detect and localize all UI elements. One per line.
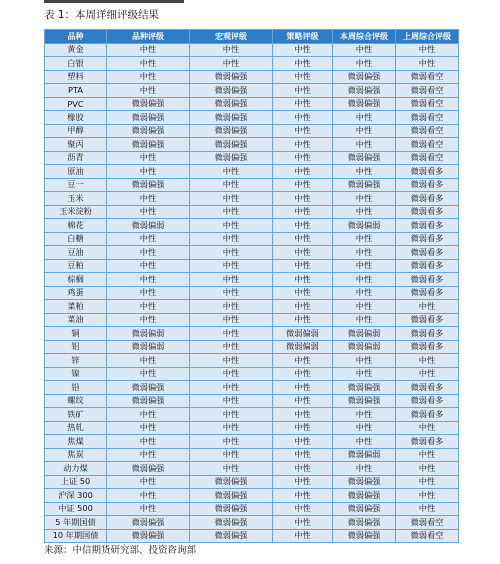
- cell-variety: 原油: [45, 165, 107, 179]
- cell-this-week-rating: 微弱偏强: [333, 475, 396, 489]
- cell-strategy-rating: 中性: [273, 259, 333, 273]
- cell-last-week-rating: 中性: [396, 489, 459, 503]
- cell-variety-rating: 中性: [107, 354, 190, 368]
- cell-variety-rating: 微弱偏强: [107, 462, 190, 476]
- cell-last-week-rating: 微弱看多: [396, 219, 459, 233]
- cell-macro-rating: 中性: [190, 192, 273, 206]
- cell-last-week-rating: 微弱看多: [396, 232, 459, 246]
- cell-variety-rating: 微弱偏弱: [107, 327, 190, 341]
- cell-last-week-rating: 中性: [396, 300, 459, 314]
- cell-variety: 动力煤: [45, 462, 107, 476]
- cell-macro-rating: 中性: [190, 448, 273, 462]
- cell-variety: 黄金: [45, 43, 107, 57]
- cell-last-week-rating: 中性: [396, 448, 459, 462]
- cell-variety: 玉米淀粉: [45, 205, 107, 219]
- cell-this-week-rating: 微弱偏强: [333, 84, 396, 98]
- cell-macro-rating: 中性: [190, 421, 273, 435]
- cell-variety-rating: 中性: [107, 84, 190, 98]
- cell-variety-rating: 中性: [107, 367, 190, 381]
- cell-macro-rating: 中性: [190, 367, 273, 381]
- cell-variety-rating: 中性: [107, 70, 190, 84]
- cell-this-week-rating: 中性: [333, 313, 396, 327]
- cell-variety-rating: 中性: [107, 246, 190, 260]
- table-row: [45, 516, 459, 530]
- table-row: [45, 246, 459, 260]
- header-last-week-rating: 上周综合评级: [396, 30, 459, 44]
- cell-variety: 铜: [45, 327, 107, 341]
- cell-variety: 塑料: [45, 70, 107, 84]
- cell-variety: 菜油: [45, 313, 107, 327]
- cell-last-week-rating: 中性: [396, 475, 459, 489]
- cell-variety-rating: 中性: [107, 421, 190, 435]
- cell-strategy-rating: 中性: [273, 367, 333, 381]
- cell-variety-rating: 微弱偏强: [107, 529, 190, 543]
- table-row: [45, 178, 459, 192]
- cell-variety-rating: 中性: [107, 205, 190, 219]
- table-row: [45, 138, 459, 152]
- cell-strategy-rating: 中性: [273, 300, 333, 314]
- table-row: [45, 435, 459, 449]
- cell-variety-rating: 中性: [107, 435, 190, 449]
- cell-this-week-rating: 中性: [333, 43, 396, 57]
- cell-variety-rating: 中性: [107, 273, 190, 287]
- cell-this-week-rating: 中性: [333, 165, 396, 179]
- cell-variety: 鸡蛋: [45, 286, 107, 300]
- cell-last-week-rating: 微弱看空: [396, 84, 459, 98]
- cell-strategy-rating: 中性: [273, 489, 333, 503]
- cell-this-week-rating: 中性: [333, 259, 396, 273]
- cell-this-week-rating: 微弱偏强: [333, 489, 396, 503]
- cell-this-week-rating: 中性: [333, 421, 396, 435]
- table-row: [45, 43, 459, 57]
- cell-this-week-rating: 中性: [333, 462, 396, 476]
- header-variety-rating: 品种评级: [107, 30, 190, 44]
- cell-last-week-rating: 微弱看空: [396, 138, 459, 152]
- cell-last-week-rating: 微弱看多: [396, 394, 459, 408]
- cell-strategy-rating: 中性: [273, 57, 333, 71]
- cell-macro-rating: 中性: [190, 313, 273, 327]
- cell-strategy-rating: 中性: [273, 84, 333, 98]
- cell-macro-rating: 中性: [190, 219, 273, 233]
- cell-variety: 中证 500: [45, 502, 107, 516]
- cell-macro-rating: 中性: [190, 259, 273, 273]
- table-row: [45, 124, 459, 138]
- cell-this-week-rating: 中性: [333, 192, 396, 206]
- cell-macro-rating: 微弱偏强: [190, 84, 273, 98]
- cell-this-week-rating: 微弱偏强: [333, 97, 396, 111]
- cell-variety: 铝: [45, 340, 107, 354]
- cell-last-week-rating: 微弱看空: [396, 111, 459, 125]
- cell-this-week-rating: 微弱偏弱: [333, 448, 396, 462]
- cell-this-week-rating: 微弱偏强: [333, 516, 396, 530]
- cell-macro-rating: 中性: [190, 232, 273, 246]
- cell-this-week-rating: 中性: [333, 124, 396, 138]
- cell-variety-rating: 中性: [107, 313, 190, 327]
- cell-strategy-rating: 中性: [273, 70, 333, 84]
- cell-variety-rating: 中性: [107, 286, 190, 300]
- table-row: [45, 232, 459, 246]
- cell-variety-rating: 中性: [107, 192, 190, 206]
- cell-this-week-rating: 微弱偏强: [333, 529, 396, 543]
- cell-this-week-rating: 中性: [333, 138, 396, 152]
- cell-variety: 甲醇: [45, 124, 107, 138]
- cell-macro-rating: 中性: [190, 327, 273, 341]
- cell-this-week-rating: 中性: [333, 408, 396, 422]
- table-row: [45, 219, 459, 233]
- cell-variety-rating: 中性: [107, 475, 190, 489]
- cell-strategy-rating: 中性: [273, 381, 333, 395]
- table-row: [45, 165, 459, 179]
- cell-last-week-rating: 微弱看多: [396, 340, 459, 354]
- cell-variety-rating: 中性: [107, 489, 190, 503]
- cell-strategy-rating: 中性: [273, 516, 333, 530]
- table-row: [45, 489, 459, 503]
- cell-last-week-rating: 中性: [396, 462, 459, 476]
- table-row: [45, 475, 459, 489]
- cell-macro-rating: 中性: [190, 300, 273, 314]
- cell-variety: PTA: [45, 84, 107, 98]
- cell-variety: 菜粕: [45, 300, 107, 314]
- cell-macro-rating: 微弱偏强: [190, 516, 273, 530]
- table-row: [45, 273, 459, 287]
- cell-variety-rating: 中性: [107, 57, 190, 71]
- cell-macro-rating: 中性: [190, 246, 273, 260]
- cell-variety: 焦炭: [45, 448, 107, 462]
- table-caption: 表 1：本周详细评级结果: [44, 9, 160, 21]
- cell-strategy-rating: 中性: [273, 394, 333, 408]
- cell-last-week-rating: 中性: [396, 421, 459, 435]
- table-row: [45, 192, 459, 206]
- table-row: [45, 313, 459, 327]
- cell-strategy-rating: 中性: [273, 43, 333, 57]
- cell-strategy-rating: 微弱偏弱: [273, 327, 333, 341]
- cell-strategy-rating: 中性: [273, 165, 333, 179]
- header-variety: 品种: [45, 30, 107, 44]
- cell-this-week-rating: 微弱偏弱: [333, 219, 396, 233]
- table-row: [45, 111, 459, 125]
- cell-macro-rating: 微弱偏强: [190, 70, 273, 84]
- top-rule: [44, 0, 184, 3]
- cell-last-week-rating: 微弱看多: [396, 205, 459, 219]
- table-row: [45, 259, 459, 273]
- cell-strategy-rating: 中性: [273, 205, 333, 219]
- cell-this-week-rating: 中性: [333, 354, 396, 368]
- cell-strategy-rating: 中性: [273, 462, 333, 476]
- cell-variety-rating: 微弱偏强: [107, 97, 190, 111]
- table-row: [45, 327, 459, 341]
- cell-variety: 上证 50: [45, 475, 107, 489]
- cell-variety-rating: 微弱偏强: [107, 381, 190, 395]
- cell-strategy-rating: 中性: [273, 448, 333, 462]
- cell-macro-rating: 中性: [190, 394, 273, 408]
- cell-variety-rating: 微弱偏强: [107, 178, 190, 192]
- cell-macro-rating: 中性: [190, 205, 273, 219]
- cell-last-week-rating: 微弱看多: [396, 286, 459, 300]
- cell-this-week-rating: 微弱偏强: [333, 502, 396, 516]
- table-row: [45, 502, 459, 516]
- cell-strategy-rating: 中性: [273, 111, 333, 125]
- cell-variety-rating: 微弱偏强: [107, 138, 190, 152]
- table-row: [45, 408, 459, 422]
- header-strategy-rating: 策略评级: [273, 30, 333, 44]
- cell-variety-rating: 中性: [107, 165, 190, 179]
- cell-strategy-rating: 中性: [273, 178, 333, 192]
- cell-macro-rating: 微弱偏强: [190, 529, 273, 543]
- table-header-row: [45, 30, 459, 44]
- table-row: [45, 205, 459, 219]
- cell-variety: PVC: [45, 97, 107, 111]
- cell-variety-rating: 微弱偏强: [107, 394, 190, 408]
- cell-variety-rating: 微弱偏强: [107, 111, 190, 125]
- cell-this-week-rating: 中性: [333, 111, 396, 125]
- cell-strategy-rating: 中性: [273, 192, 333, 206]
- cell-macro-rating: 微弱偏强: [190, 502, 273, 516]
- cell-last-week-rating: 微弱看多: [396, 165, 459, 179]
- cell-variety: 棉花: [45, 219, 107, 233]
- cell-variety: 棕榈: [45, 273, 107, 287]
- cell-variety: 焦煤: [45, 435, 107, 449]
- cell-variety: 10 年期国债: [45, 529, 107, 543]
- cell-strategy-rating: 中性: [273, 124, 333, 138]
- cell-macro-rating: 微弱偏强: [190, 138, 273, 152]
- cell-last-week-rating: 微弱看多: [396, 327, 459, 341]
- cell-variety: 玉米: [45, 192, 107, 206]
- table-row: [45, 462, 459, 476]
- cell-last-week-rating: 微弱看多: [396, 192, 459, 206]
- cell-strategy-rating: 中性: [273, 273, 333, 287]
- cell-last-week-rating: 中性: [396, 43, 459, 57]
- cell-macro-rating: 中性: [190, 286, 273, 300]
- cell-strategy-rating: 中性: [273, 475, 333, 489]
- cell-this-week-rating: 微弱偏强: [333, 178, 396, 192]
- cell-last-week-rating: 中性: [396, 354, 459, 368]
- rating-table: [44, 29, 459, 543]
- cell-strategy-rating: 中性: [273, 408, 333, 422]
- cell-variety-rating: 微弱偏弱: [107, 340, 190, 354]
- cell-this-week-rating: 中性: [333, 367, 396, 381]
- cell-this-week-rating: 中性: [333, 57, 396, 71]
- cell-variety: 锌: [45, 354, 107, 368]
- table-row: [45, 97, 459, 111]
- cell-macro-rating: 中性: [190, 57, 273, 71]
- table-row: [45, 286, 459, 300]
- cell-variety-rating: 中性: [107, 300, 190, 314]
- table-row: [45, 529, 459, 543]
- cell-this-week-rating: 微弱偏强: [333, 70, 396, 84]
- cell-variety-rating: 中性: [107, 448, 190, 462]
- cell-last-week-rating: 微弱看多: [396, 259, 459, 273]
- cell-variety: 热轧: [45, 421, 107, 435]
- cell-macro-rating: 微弱偏强: [190, 151, 273, 165]
- cell-variety: 铅: [45, 381, 107, 395]
- cell-variety-rating: 中性: [107, 502, 190, 516]
- table-row: [45, 340, 459, 354]
- table-row: [45, 367, 459, 381]
- cell-macro-rating: 微弱偏强: [190, 111, 273, 125]
- cell-last-week-rating: 微弱看多: [396, 381, 459, 395]
- cell-last-week-rating: 微弱看空: [396, 124, 459, 138]
- table-row: [45, 421, 459, 435]
- table-row: [45, 151, 459, 165]
- cell-variety-rating: 微弱偏强: [107, 516, 190, 530]
- cell-variety: 沪深 300: [45, 489, 107, 503]
- cell-macro-rating: 微弱偏强: [190, 475, 273, 489]
- table-row: [45, 394, 459, 408]
- cell-strategy-rating: 中性: [273, 151, 333, 165]
- cell-last-week-rating: 微弱看空: [396, 97, 459, 111]
- cell-variety: 镍: [45, 367, 107, 381]
- cell-macro-rating: 中性: [190, 354, 273, 368]
- cell-last-week-rating: 微弱看多: [396, 435, 459, 449]
- cell-macro-rating: 中性: [190, 340, 273, 354]
- cell-strategy-rating: 中性: [273, 232, 333, 246]
- table-row: [45, 84, 459, 98]
- table-row: [45, 70, 459, 84]
- cell-strategy-rating: 微弱偏弱: [273, 340, 333, 354]
- table-row: [45, 381, 459, 395]
- source-note: 来源：中信期货研究部、投资咨询部: [44, 545, 197, 556]
- cell-variety: 豆油: [45, 246, 107, 260]
- cell-macro-rating: 中性: [190, 381, 273, 395]
- cell-variety: 白银: [45, 57, 107, 71]
- cell-variety: 豆粕: [45, 259, 107, 273]
- header-this-week-rating: 本周综合评级: [333, 30, 396, 44]
- cell-strategy-rating: 中性: [273, 435, 333, 449]
- table-row: [45, 57, 459, 71]
- table-row: [45, 448, 459, 462]
- cell-variety-rating: 中性: [107, 151, 190, 165]
- cell-macro-rating: 微弱偏强: [190, 124, 273, 138]
- cell-strategy-rating: 中性: [273, 286, 333, 300]
- table-row: [45, 354, 459, 368]
- cell-this-week-rating: 微弱偏强: [333, 394, 396, 408]
- cell-strategy-rating: 中性: [273, 354, 333, 368]
- cell-this-week-rating: 中性: [333, 273, 396, 287]
- cell-macro-rating: 中性: [190, 273, 273, 287]
- cell-variety: 白糖: [45, 232, 107, 246]
- cell-variety-rating: 微弱偏强: [107, 124, 190, 138]
- cell-macro-rating: 中性: [190, 435, 273, 449]
- cell-last-week-rating: 中性: [396, 57, 459, 71]
- cell-this-week-rating: 中性: [333, 435, 396, 449]
- cell-last-week-rating: 微弱看多: [396, 246, 459, 260]
- cell-this-week-rating: 微弱偏强: [333, 151, 396, 165]
- cell-variety: 橡胶: [45, 111, 107, 125]
- cell-variety: 螺纹: [45, 394, 107, 408]
- cell-last-week-rating: 微弱看空: [396, 70, 459, 84]
- cell-strategy-rating: 中性: [273, 219, 333, 233]
- table-row: [45, 300, 459, 314]
- cell-last-week-rating: 中性: [396, 367, 459, 381]
- cell-this-week-rating: 微弱偏强: [333, 381, 396, 395]
- cell-strategy-rating: 中性: [273, 529, 333, 543]
- cell-macro-rating: 中性: [190, 462, 273, 476]
- cell-variety-rating: 中性: [107, 43, 190, 57]
- cell-strategy-rating: 中性: [273, 246, 333, 260]
- cell-variety: 聚丙: [45, 138, 107, 152]
- cell-macro-rating: 微弱偏强: [190, 97, 273, 111]
- cell-this-week-rating: 微弱偏弱: [333, 340, 396, 354]
- cell-strategy-rating: 中性: [273, 421, 333, 435]
- cell-variety-rating: 中性: [107, 232, 190, 246]
- cell-variety: 沥青: [45, 151, 107, 165]
- cell-variety: 5 年期国债: [45, 516, 107, 530]
- cell-variety: 铁矿: [45, 408, 107, 422]
- cell-this-week-rating: 中性: [333, 246, 396, 260]
- cell-this-week-rating: 中性: [333, 205, 396, 219]
- cell-last-week-rating: 微弱看多: [396, 408, 459, 422]
- cell-strategy-rating: 中性: [273, 502, 333, 516]
- cell-macro-rating: 中性: [190, 43, 273, 57]
- cell-strategy-rating: 中性: [273, 313, 333, 327]
- cell-strategy-rating: 中性: [273, 138, 333, 152]
- cell-macro-rating: 中性: [190, 408, 273, 422]
- cell-last-week-rating: 微弱看多: [396, 273, 459, 287]
- cell-variety: 豆一: [45, 178, 107, 192]
- cell-this-week-rating: 中性: [333, 286, 396, 300]
- cell-macro-rating: 微弱偏强: [190, 489, 273, 503]
- cell-this-week-rating: 中性: [333, 232, 396, 246]
- cell-last-week-rating: 微弱看多: [396, 178, 459, 192]
- table-body: [45, 43, 459, 543]
- cell-last-week-rating: 微弱看多: [396, 313, 459, 327]
- cell-variety-rating: 中性: [107, 259, 190, 273]
- cell-variety-rating: 中性: [107, 408, 190, 422]
- cell-last-week-rating: 微弱看空: [396, 151, 459, 165]
- cell-variety-rating: 微弱偏弱: [107, 219, 190, 233]
- cell-macro-rating: 中性: [190, 178, 273, 192]
- cell-last-week-rating: 中性: [396, 502, 459, 516]
- cell-macro-rating: 中性: [190, 165, 273, 179]
- cell-this-week-rating: 中性: [333, 300, 396, 314]
- header-macro-rating: 宏观评级: [190, 30, 273, 44]
- cell-strategy-rating: 中性: [273, 97, 333, 111]
- cell-last-week-rating: 微弱看空: [396, 516, 459, 530]
- cell-this-week-rating: 微弱偏弱: [333, 327, 396, 341]
- cell-last-week-rating: 微弱看空: [396, 529, 459, 543]
